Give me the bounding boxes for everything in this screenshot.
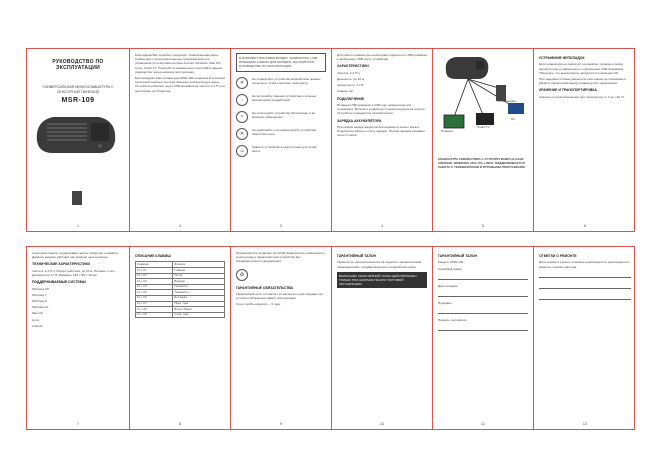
tech-specs-heading: ТЕХНИЧЕСКИЕ ХАРАКТЕРИСТИКИ	[32, 262, 90, 267]
disclaimer-paragraph: Производитель оставляет за собой право вносить изменения в конструкцию и характеристики устройства без предварительного уведомления.	[236, 251, 325, 264]
bottom-sheet	[26, 246, 635, 430]
page-number: 9	[279, 421, 283, 426]
device-label-media: Мультимедиа	[497, 99, 516, 103]
table-cell: Fn + F5	[136, 290, 173, 296]
warranty-paragraph: Гарантийный срок составляет 12 месяцев со дня продажи при условии соблюдения правил эксплуатации.	[236, 292, 324, 301]
table-cell: Без звука	[173, 295, 225, 301]
warning-item	[236, 94, 326, 106]
page-4	[332, 49, 433, 231]
page-number: 6	[583, 223, 587, 228]
table-cell: Браузер	[173, 279, 225, 285]
os-item: Windows 7	[32, 292, 47, 297]
connection-heading: ПОДКЛЮЧЕНИЕ	[337, 96, 365, 101]
setup-paragraph: Для работы клавиатуры необходимо подключить USB-приемник к свободному USB-порту устройства.	[337, 53, 427, 62]
device-label-tablet: Планшет	[441, 129, 454, 133]
page-number: 2	[178, 223, 182, 228]
table-cell: Fn + F8	[136, 307, 173, 313]
spec-line: Клавиш: 92	[337, 89, 353, 94]
table-header-cell: Клавиша	[136, 262, 173, 268]
repair-line[interactable]	[539, 293, 631, 300]
table-cell: Fn + F6	[136, 295, 173, 301]
page-number: 5	[481, 223, 485, 228]
page-number: 8	[178, 421, 182, 426]
keyboard-illustration	[33, 111, 119, 155]
intro-paragraph: Благодарим Вас за выбор продукции. Универсальная мини-клавиатура с сенсорной панелью предназначена для управления устройствами на базе Android, Windows, Mac OS, Linux, Smart TV. Пожалуйста, внимательно прочитайте данное руководство перед началом эксплуатации.	[135, 53, 223, 74]
drop-icon: ↓	[236, 94, 248, 106]
os-item: Linux	[32, 317, 40, 322]
page-10	[332, 247, 433, 429]
repair-line[interactable]	[539, 271, 631, 278]
os-item: Mac OS	[32, 311, 43, 316]
keys-table	[135, 261, 225, 318]
wrench-icon: ✕	[236, 128, 248, 140]
table-cell: Главная	[173, 268, 225, 274]
form-field-label: Серийный номер	[438, 266, 462, 271]
repair-line[interactable]	[539, 282, 631, 289]
recycle-notice	[236, 269, 326, 281]
child-icon: ☺	[236, 145, 248, 157]
specs-heading: ХАРАКТЕРИСТИКИ	[337, 64, 369, 69]
page-5	[433, 49, 534, 231]
form-field-line[interactable]	[438, 273, 528, 280]
table-cell: Громкость +	[173, 290, 225, 296]
page-9	[231, 247, 332, 429]
manual-subtitle: УНИВЕРСАЛЬНАЯ МИНИ-КЛАВИАТУРА С СЕНСОРНОЙ ПАНЕЛЬЮ	[42, 85, 114, 94]
warranty-notice-box: ВНИМАНИЕ! ГАРАНТИЙНЫЙ ТАЛОН ДЕЙСТВИТЕЛЕН ТОЛЬКО ПРИ НАЛИЧИИ ПЕЧАТИ ТОРГОВОЙ ОРГАНИЗАЦИИ.	[337, 272, 427, 288]
warning-item	[236, 145, 326, 157]
table-cell: Пред. трек	[173, 301, 225, 307]
page-7	[27, 247, 130, 429]
page-number: 12	[582, 421, 588, 426]
page-number: 11	[480, 421, 486, 426]
device-label-tv: Smart TV	[477, 125, 490, 129]
touchpad-paragraph: Сенсорная панель поддерживает жесты прокрутки и нажатия. Двойное касание работает как двойной щелчок мыши.	[32, 251, 119, 260]
troubleshooting-heading: УСТРАНЕНИЕ НЕПОЛАДОК	[539, 56, 585, 60]
table-cell: Почта	[173, 273, 225, 279]
table-row	[136, 312, 225, 318]
table-cell: Fn + F2	[136, 273, 173, 279]
os-item: Windows 8	[32, 299, 47, 304]
top-sheet	[26, 48, 635, 232]
storage-paragraph: Хранить в сухом помещении при температуре от 0 до +40 °C.	[539, 94, 626, 99]
page-number: 1	[76, 223, 80, 228]
tech-specs-paragraph: Частота: 2,4 ГГц. Радиус действия: до 10 м. Питание: Li-ion аккумулятор 3,7 В. Размеры: 145 × 95 × 19 мм.	[32, 268, 115, 278]
table-cell: Fn + F3	[136, 279, 173, 285]
table-cell: Fn + F4	[136, 284, 173, 290]
recycle-bin-icon: ♻	[236, 269, 248, 281]
form-field-line[interactable]	[438, 307, 528, 314]
page-number: 4	[380, 223, 384, 228]
os-item: Windows 10	[32, 305, 49, 310]
manual-title: РУКОВОДСТВО ПО ЭКСПЛУАТАЦИИ	[52, 59, 104, 71]
table-cell: След. трек	[173, 312, 225, 318]
table-cell: Fn + F9	[136, 312, 173, 318]
connection-paragraph: Вставьте USB-приемник в USB-порт компьютера или телевизора. Включите клавиатуру переключателем на корпусе. Устройство определится автоматически.	[337, 103, 426, 116]
service-life-paragraph: Срок службы изделия — 3 года.	[236, 302, 281, 307]
warning-item	[236, 111, 326, 123]
supported-os-heading: ПОДДЕРЖИВАЕМЫЕ СИСТЕМЫ	[32, 280, 86, 285]
os-item: Windows XP	[32, 286, 50, 291]
warning-text: Не допускайте падения устройства и сильных механических воздействий.	[252, 93, 317, 102]
form-field-line[interactable]	[438, 324, 528, 331]
package-contents-box: В КОМПЛЕКТ ПОСТАВКИ ВХОДИТ: КЛАВИАТУРА, USB-ПРИЕМНИК, КАБЕЛЬ ДЛЯ ЗАРЯДКИ, АККУМУЛЯТОР, РУКОВОДСТВО ПО ЭКСПЛУАТАЦИИ.	[236, 53, 326, 72]
troubleshooting-paragraph: Если клавиатура не реагирует на нажатия, проверьте заряд аккумулятора и правильность подключения USB-приемника. Убедитесь, что выключатель находится в положении ON.	[539, 62, 624, 75]
storage-heading: ХРАНЕНИЕ И ТРАНСПОРТИРОВКА	[539, 88, 597, 93]
form-field-line[interactable]	[438, 290, 528, 297]
device-label-pc: ПК	[511, 117, 515, 121]
page-number: 7	[76, 421, 80, 426]
model-label: Модель: MSR-109	[438, 260, 464, 265]
warning-item	[236, 77, 326, 89]
repair-notes-heading: ОТМЕТКИ О РЕМОНТЕ	[539, 254, 577, 258]
brand-logo-icon	[72, 191, 82, 205]
warranty-card-title: ГАРАНТИЙНЫЙ ТАЛОН	[438, 254, 477, 258]
charging-heading: ЗАРЯДКА АККУМУЛЯТОРА	[337, 118, 382, 123]
warning-text: Не разбирайте и не ремонтируйте устройство самостоятельно.	[252, 127, 317, 136]
page-11	[433, 247, 534, 429]
warranty-exclusions-paragraph: Гарантия не распространяется на изделия с механическими повреждениями, следами вскрытия и воздействия влаги.	[337, 260, 422, 269]
keys-heading: ОПИСАНИЕ КЛАВИШ	[135, 254, 171, 258]
page-3	[231, 49, 332, 231]
table-cell: Fn + F1	[136, 268, 173, 274]
page-number: 10	[379, 421, 385, 426]
repair-notes-paragraph: Дата приема в ремонт, описание неисправности, дата выдачи из ремонта, подпись мастера.	[539, 260, 630, 269]
page-2	[130, 49, 231, 231]
compatibility-caption: КЛАВИАТУРА СОВМЕСТИМА С УСТРОЙСТВАМИ НА БАЗЕ ANDROID, WINDOWS, MAC OS, LINUX. ПОДДЕРЖИВАЕТСЯ РАБОТА С ТЕЛЕВИЗОРАМИ И ИГРОВЫМИ ПРИСТАВКАМИ.	[438, 157, 526, 170]
os-item: Android	[32, 323, 43, 328]
model-name: MSR-109	[61, 97, 95, 104]
form-field-label: Продавец	[438, 301, 452, 306]
spec-line: Дальность: до 10 м	[337, 77, 364, 82]
page-8	[130, 247, 231, 429]
warning-text: Не используйте устройство вблизи воды и во влажных помещениях.	[252, 110, 316, 119]
spec-line: Аккумулятор: 3,7 В	[337, 83, 364, 88]
table-cell: Громкость -	[173, 284, 225, 290]
warranty-card-heading: ГАРАНТИЙНЫЙ ТАЛОН	[337, 254, 376, 258]
page-number: 3	[279, 223, 283, 228]
charging-paragraph: При низком заряде аккумулятора индикатор начнет мигать. Подключите кабель к порту зарядки. Полная зарядка занимает около 3 часов.	[337, 125, 426, 138]
table-header-cell: Функция	[173, 262, 225, 268]
table-cell: Fn + F7	[136, 301, 173, 307]
warranty-heading: ГАРАНТИЙНЫЕ ОБЯЗАТЕЛЬСТВА	[236, 285, 293, 290]
warning-item	[236, 128, 326, 140]
form-field-label: Дата продажи	[438, 283, 458, 288]
warning-text: Не подвергайте устройство воздействию прямых солнечных лучей и высоких температур.	[252, 76, 321, 85]
form-field-label: Подпись покупателя	[438, 318, 467, 323]
sun-icon: ☀	[236, 77, 248, 89]
page-6	[534, 49, 636, 231]
troubleshooting-paragraph: При задержке отклика уменьшите расстояние до приемника и уберите препятствия между клавиатурой и приемником.	[539, 77, 626, 86]
table-cell: Воспр./Пауза	[173, 307, 225, 313]
description-paragraph: Беспроводная мини-клавиатура MSR-109 оснащена встроенной сенсорной панелью, которая заменяет компьютерную мышь. Устройство работает через USB-приемник на частоте 2,4 ГГц на расстоянии до 10 метров.	[135, 76, 225, 93]
page-12	[534, 247, 636, 429]
spec-line: Частота: 2,4 ГГц	[337, 70, 360, 75]
water-icon: ≈	[236, 111, 248, 123]
page-1-cover	[27, 49, 130, 231]
warning-text: Храните устройство в недоступном для детей месте.	[252, 144, 317, 153]
